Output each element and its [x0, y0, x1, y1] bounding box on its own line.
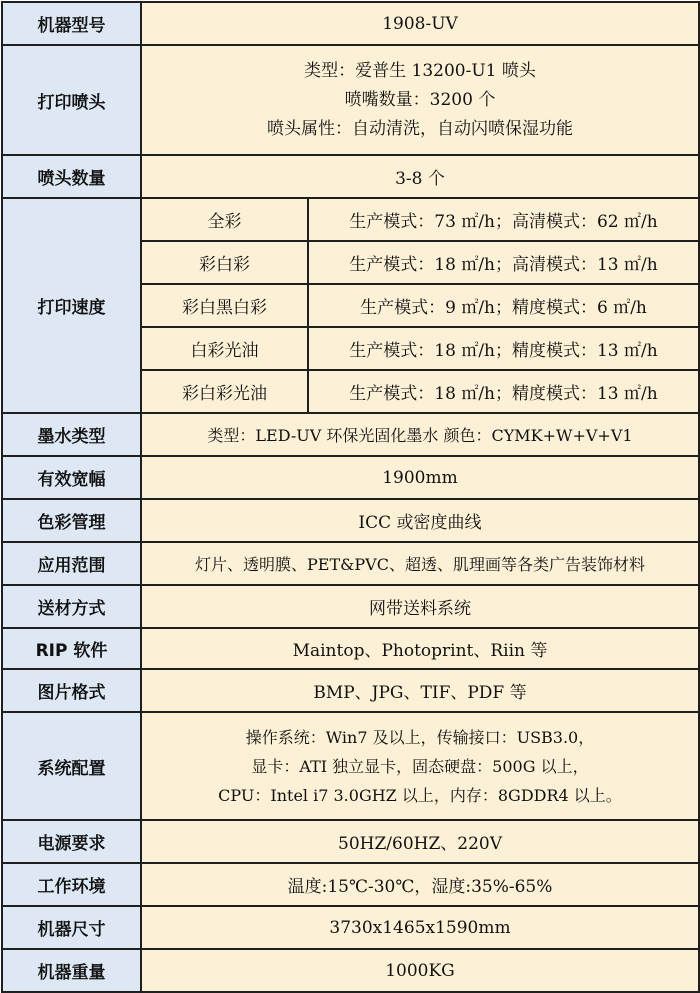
spec-table: [1, 1, 700, 993]
row-system: [2, 712, 699, 820]
label-speed: 打印速度: [2, 198, 141, 413]
label-size: 机器尺寸: [2, 906, 141, 949]
label-application: 应用范围: [2, 542, 141, 585]
value-weight: 1000KG: [141, 949, 699, 992]
label-head-count: 喷头数量: [2, 155, 141, 198]
speed-mode: 彩白黑白彩: [141, 284, 308, 327]
system-gpu: 显卡：ATI 独立显卡，固态硬盘：500G 以上，: [251, 756, 589, 776]
row-power: [2, 820, 699, 863]
speed-value: 生产模式：18 ㎡/h；精度模式：13 ㎡/h: [308, 327, 699, 370]
value-rip: Maintop、Photoprint、Riin 等: [141, 628, 699, 669]
label-feeding: 送材方式: [2, 585, 141, 628]
printhead-features: 喷头属性：自动清洗，自动闪喷保湿功能: [267, 118, 573, 139]
label-width: 有效宽幅: [2, 456, 141, 499]
speed-mode: 彩白彩: [141, 241, 308, 284]
row-ink: [2, 413, 699, 456]
label-power: 电源要求: [2, 820, 141, 863]
row-width: [2, 456, 699, 499]
label-weight: 机器重量: [2, 949, 141, 992]
label-rip: RIP 软件: [2, 628, 141, 669]
label-ink: 墨水类型: [2, 413, 141, 456]
row-weight: [2, 949, 699, 992]
value-color-mgmt: ICC 或密度曲线: [141, 499, 699, 542]
system-cpu: CPU：Intel i7 3.0GHZ 以上，内存：8GDDR4 以上。: [218, 785, 622, 805]
speed-value: 生产模式：9 ㎡/h；精度模式：6 ㎡/h: [308, 284, 699, 327]
value-head-count: 3-8 个: [141, 155, 699, 198]
speed-value: 生产模式：73 ㎡/h；高清模式：62 ㎡/h: [308, 198, 699, 241]
value-system: [141, 712, 699, 820]
label-printhead: 打印喷头: [2, 45, 141, 155]
system-os: 操作系统：Win7 及以上，传输接口：USB3.0，: [245, 727, 595, 747]
value-feeding: 网带送料系统: [141, 585, 699, 628]
label-image-format: 图片格式: [2, 669, 141, 712]
value-size: 3730x1465x1590mm: [141, 906, 699, 949]
row-application: [2, 542, 699, 585]
value-printhead: [141, 45, 699, 155]
row-environment: [2, 863, 699, 906]
label-model: 机器型号: [2, 2, 141, 45]
label-system: 系统配置: [2, 712, 141, 820]
value-environment: 温度:15℃-30℃，湿度:35%-65%: [141, 863, 699, 906]
value-power: 50HZ/60HZ、220V: [141, 820, 699, 863]
row-feeding: [2, 585, 699, 628]
printhead-nozzles: 喷嘴数量：3200 个: [344, 89, 496, 110]
value-application: 灯片、透明膜、PET&PVC、超透、肌理画等各类广告装饰材料: [141, 542, 699, 585]
label-color-mgmt: 色彩管理: [2, 499, 141, 542]
speed-mode: 全彩: [141, 198, 308, 241]
value-ink: 类型：LED-UV 环保光固化墨水 颜色：CYMK+W+V+V1: [141, 413, 699, 456]
row-printhead: [2, 45, 699, 155]
row-color-mgmt: [2, 499, 699, 542]
speed-mode: 彩白彩光油: [141, 370, 308, 413]
speed-value: 生产模式：18 ㎡/h；精度模式：13 ㎡/h: [308, 370, 699, 413]
row-model: [2, 2, 699, 45]
value-model: 1908-UV: [141, 2, 699, 45]
row-rip: [2, 628, 699, 669]
row-image-format: [2, 669, 699, 712]
value-width: 1900mm: [141, 456, 699, 499]
row-speed-1: [2, 198, 699, 241]
label-environment: 工作环境: [2, 863, 141, 906]
row-size: [2, 906, 699, 949]
printhead-type: 类型：爱普生 13200-U1 喷头: [304, 60, 536, 81]
speed-mode: 白彩光油: [141, 327, 308, 370]
value-image-format: BMP、JPG、TIF、PDF 等: [141, 669, 699, 712]
speed-value: 生产模式：18 ㎡/h；高清模式：13 ㎡/h: [308, 241, 699, 284]
row-head-count: [2, 155, 699, 198]
